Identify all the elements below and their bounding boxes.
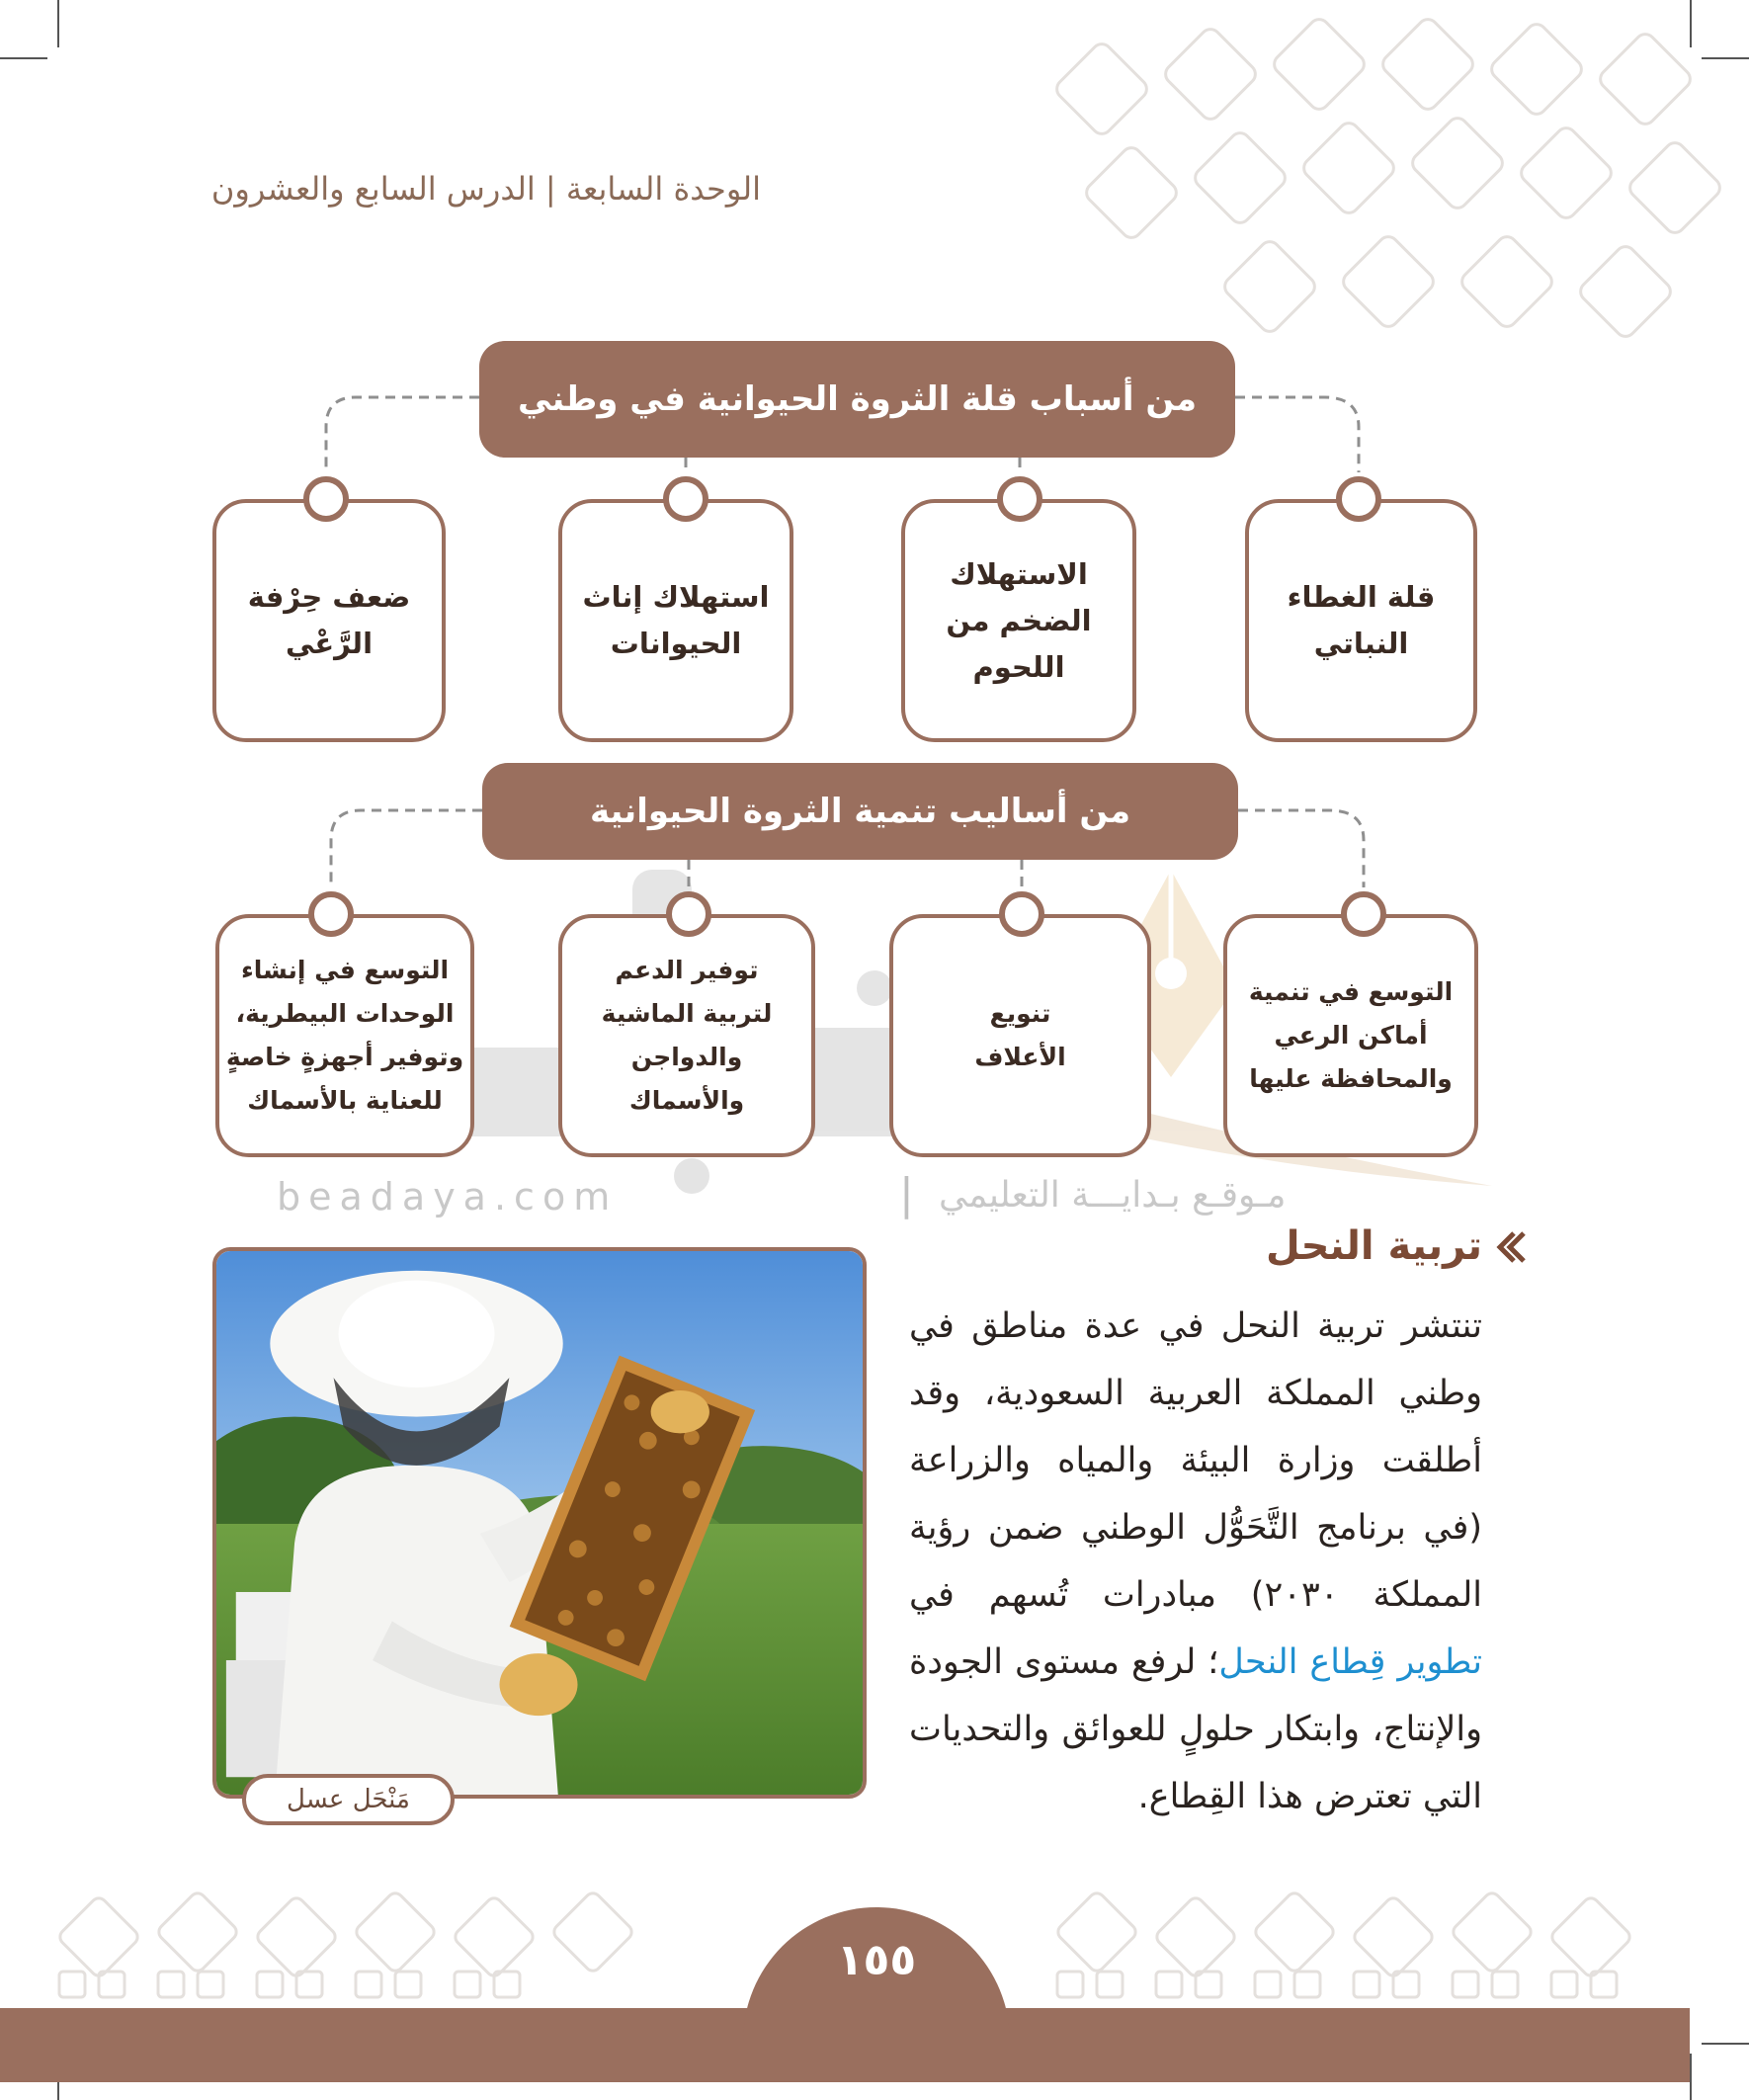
- page-number: ١٥٥: [836, 1935, 917, 1985]
- diagram2-title-text: من أساليب تنمية الثروة الحيوانية: [589, 792, 1131, 831]
- crop-mark: [0, 57, 47, 59]
- cause-card-vegetation: [1245, 499, 1477, 742]
- crop-mark: [1690, 0, 1692, 47]
- card-text: توفير الدعم لتربية الماشية والدواجن والأسماك: [601, 956, 773, 1115]
- crop-mark: [1702, 57, 1749, 59]
- card-text: الاستهلاك الضخم من اللحوم: [946, 556, 1092, 684]
- diagram1-title-text: من أسباب قلة الثروة الحيوانية في وطني: [517, 379, 1198, 419]
- highlight-term: تطوير قِطاع النحل: [1218, 1642, 1482, 1682]
- diagram2-title: [482, 763, 1238, 860]
- chevron-left-icon: [1490, 1227, 1530, 1267]
- watermark-separator: |: [899, 1169, 922, 1219]
- paragraph-text: ؛ لرفع مستوى الجودة والإنتاج، وابتكار حلولٍ للعوائق والتحديات التي تعترض هذا القِطاع.: [909, 1642, 1482, 1816]
- caption-text: مَنْحَل عسل: [287, 1785, 410, 1814]
- beekeeper-illustration: [216, 1251, 863, 1795]
- connector-knob: [303, 476, 349, 522]
- cause-card-female-animals: [558, 499, 793, 742]
- method-card-support: [558, 914, 815, 1157]
- card-text: التوسع في إنشاء الوحدات البيطرية، وتوفير أجهزةٍ خاصةٍ للعناية بالأسماك: [225, 956, 464, 1115]
- method-card-veterinary: [215, 914, 474, 1157]
- method-card-feed: [889, 914, 1151, 1157]
- connector-knob: [666, 891, 711, 937]
- watermark-text: [267, 1169, 1287, 1228]
- cause-card-weak-herding: [212, 499, 446, 742]
- beekeeper-photo: [212, 1247, 867, 1799]
- page-number-tab: [743, 1907, 1010, 2065]
- card-text: ضعف حِرْفة الرَّعْي: [247, 580, 411, 660]
- unit-lesson-header: الوحدة السابعة | الدرس السابع والعشرون: [210, 170, 761, 208]
- connector-knob: [308, 891, 354, 937]
- card-text: التوسع في تنمية أماكن الرعي والمحافظة عليها: [1248, 977, 1454, 1093]
- section-paragraph: [909, 1293, 1482, 1830]
- photo-caption: [242, 1774, 455, 1825]
- crop-mark: [57, 0, 59, 47]
- cause-card-meat-consumption: [901, 499, 1136, 742]
- section-title-text: تربية النحل: [1265, 1223, 1482, 1269]
- paragraph-text: تنتشر تربية النحل في عدة مناطق في وطني المملكة العربية السعودية، وقد أطلقت وزارة البيئة والمياه والزراعة (في برنامج التَّحَوُّل الوطني ضمن رؤية المملكة ٢٠٣٠) مبادرات تُسهم في: [909, 1306, 1482, 1615]
- crop-mark: [1690, 2054, 1692, 2100]
- watermark-url: beadaya.com: [277, 1175, 619, 1218]
- connector-knob: [1341, 891, 1386, 937]
- watermark-site-name: مـوقـع بـدايـــة التعليمي: [939, 1175, 1287, 1216]
- method-card-grazing: [1223, 914, 1478, 1157]
- connector-knob: [663, 476, 708, 522]
- diagram1-title: [479, 341, 1235, 458]
- card-text: استهلاك إناث الحيوانات: [582, 580, 770, 660]
- card-text: تنويع الأعلاف: [974, 999, 1066, 1071]
- crop-mark: [1702, 2043, 1749, 2045]
- card-text: قلة الغطاء النباتي: [1287, 580, 1436, 660]
- connector-knob: [999, 891, 1044, 937]
- geometric-pattern-top: [1053, 16, 1724, 341]
- section-title: [1266, 1223, 1482, 1269]
- connector-knob: [1336, 476, 1381, 522]
- connector-knob: [997, 476, 1042, 522]
